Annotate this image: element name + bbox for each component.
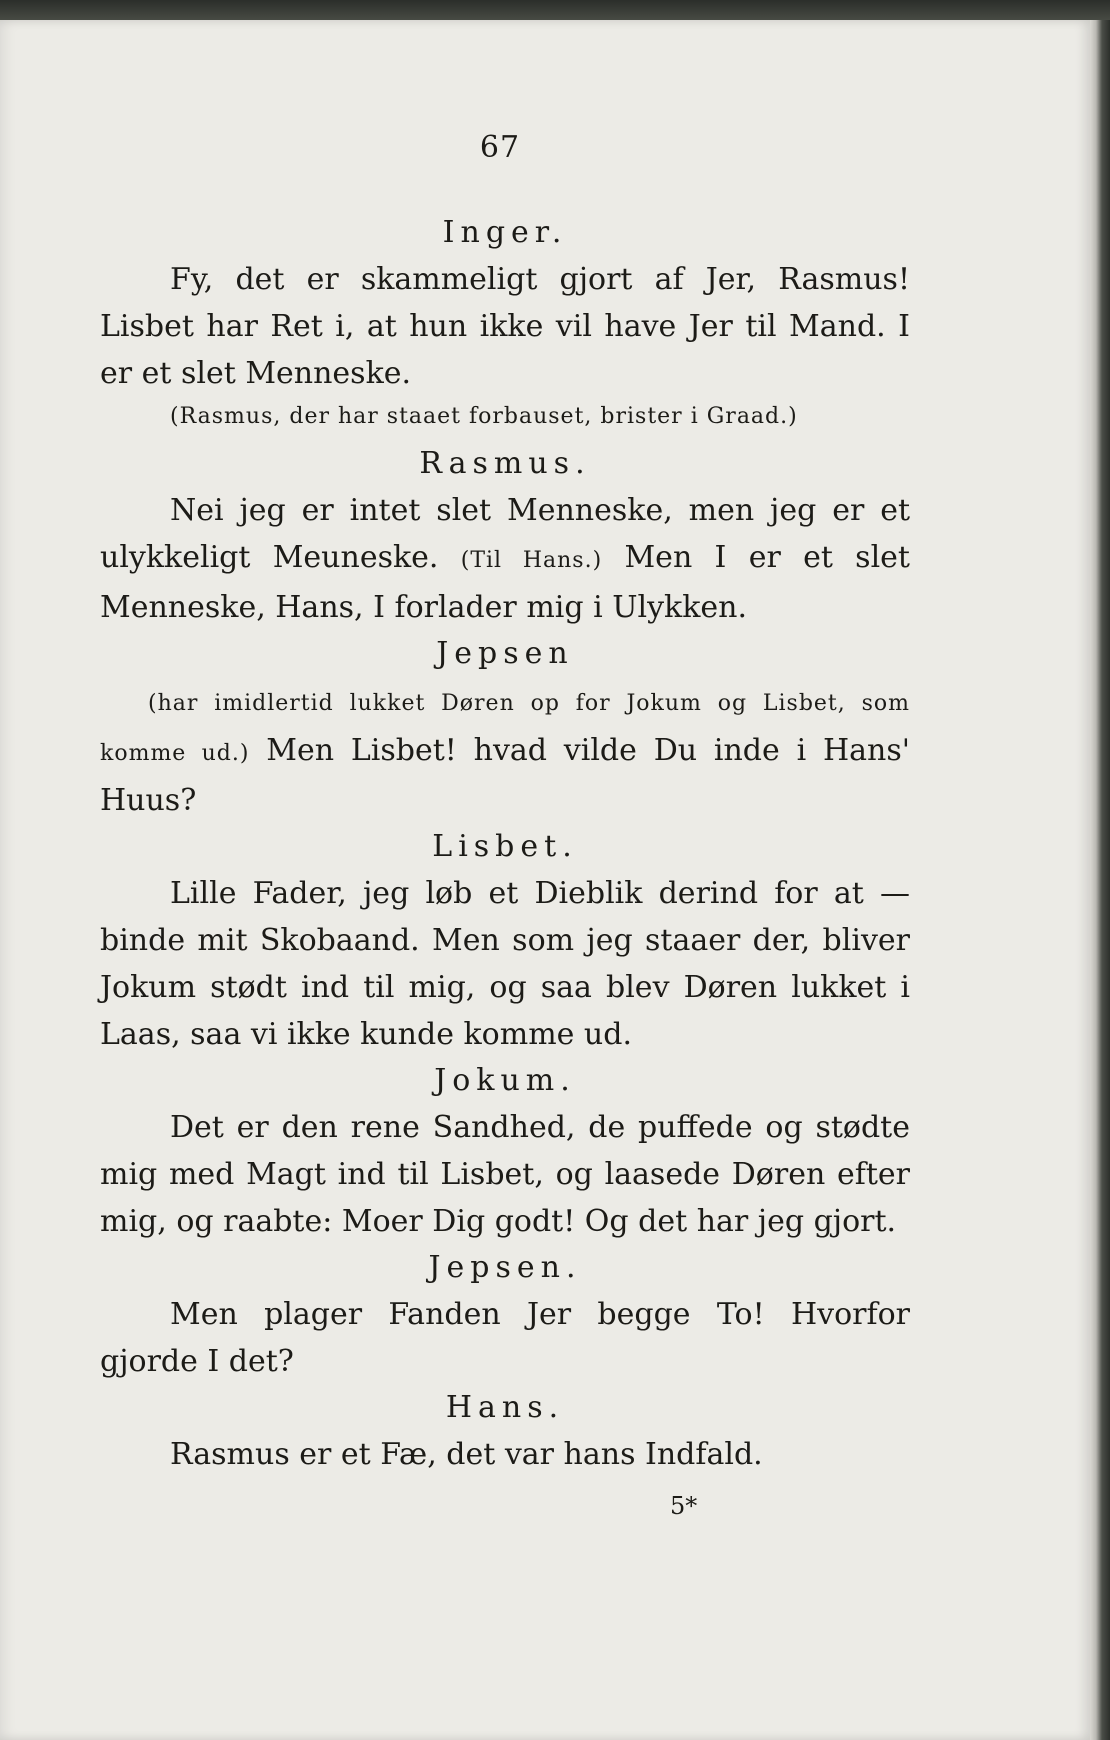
speech-text: Rasmus er et Fæ, det var hans Indfald. [170, 1437, 763, 1472]
speech-text: Fy, det er skammeligt gjort af Jer, Rasmus! Lisbet har Ret i, at hun ikke vil have Jer til Mand. I er et slet Menneske. [100, 262, 910, 391]
page-edge-shadow [1090, 20, 1110, 1740]
inline-stage-direction: (Til Hans.) [460, 548, 603, 573]
speech-text: Lille Fader, jeg løb et Dieblik derind for at — binde mit Skobaand. Men som jeg staaer der, bliver Jokum stødt ind til mig, og saa blev Døren lukket i Laas, saa vi ikke kunde komme ud. [100, 876, 910, 1052]
speaker-name: Jepsen. [428, 1250, 582, 1285]
speech-text-part: Nei jeg er intet slet Menneske, men jeg er et ulykkeligt Meuneske. [100, 493, 910, 575]
stage-and-speech [100, 677, 910, 824]
stage-direction: (har imidlertid lukket Døren op for Jokum og Lisbet, som komme ud.) [100, 691, 910, 766]
stage-direction: (Rasmus, der har staaet forbauset, brister i Graad.) [170, 404, 798, 429]
scan-border [0, 0, 1110, 22]
speaker-name: Jokum. [434, 1063, 576, 1098]
printer-signature: 5* [670, 1492, 698, 1520]
speaker-name: Inger. [442, 215, 568, 250]
speaker-name: Lisbet. [432, 829, 578, 864]
speech-text-part: Men I er et slet Menneske, Hans, I forlader mig i Ulykken. [100, 540, 910, 625]
speaker-name: Rasmus. [419, 446, 591, 481]
speaker-name: Jepsen [436, 636, 574, 671]
speech-text: Det er den rene Sandhed, de puffede og stødte mig med Magt ind til Lisbet, og laasede Døren efter mig, og raabte: Moer Dig godt! Og det har jeg gjort. [100, 1110, 910, 1239]
speaker-name: Hans. [445, 1390, 565, 1425]
page-number: 67 [479, 130, 521, 165]
speech-text: Men plager Fanden Jer begge To! Hvorfor gjorde I det? [100, 1297, 910, 1379]
speech-text: Men Lisbet! hvad vilde Du inde i Hans' Huus? [100, 733, 910, 818]
speech-text [100, 487, 910, 631]
play-text [100, 210, 910, 1478]
